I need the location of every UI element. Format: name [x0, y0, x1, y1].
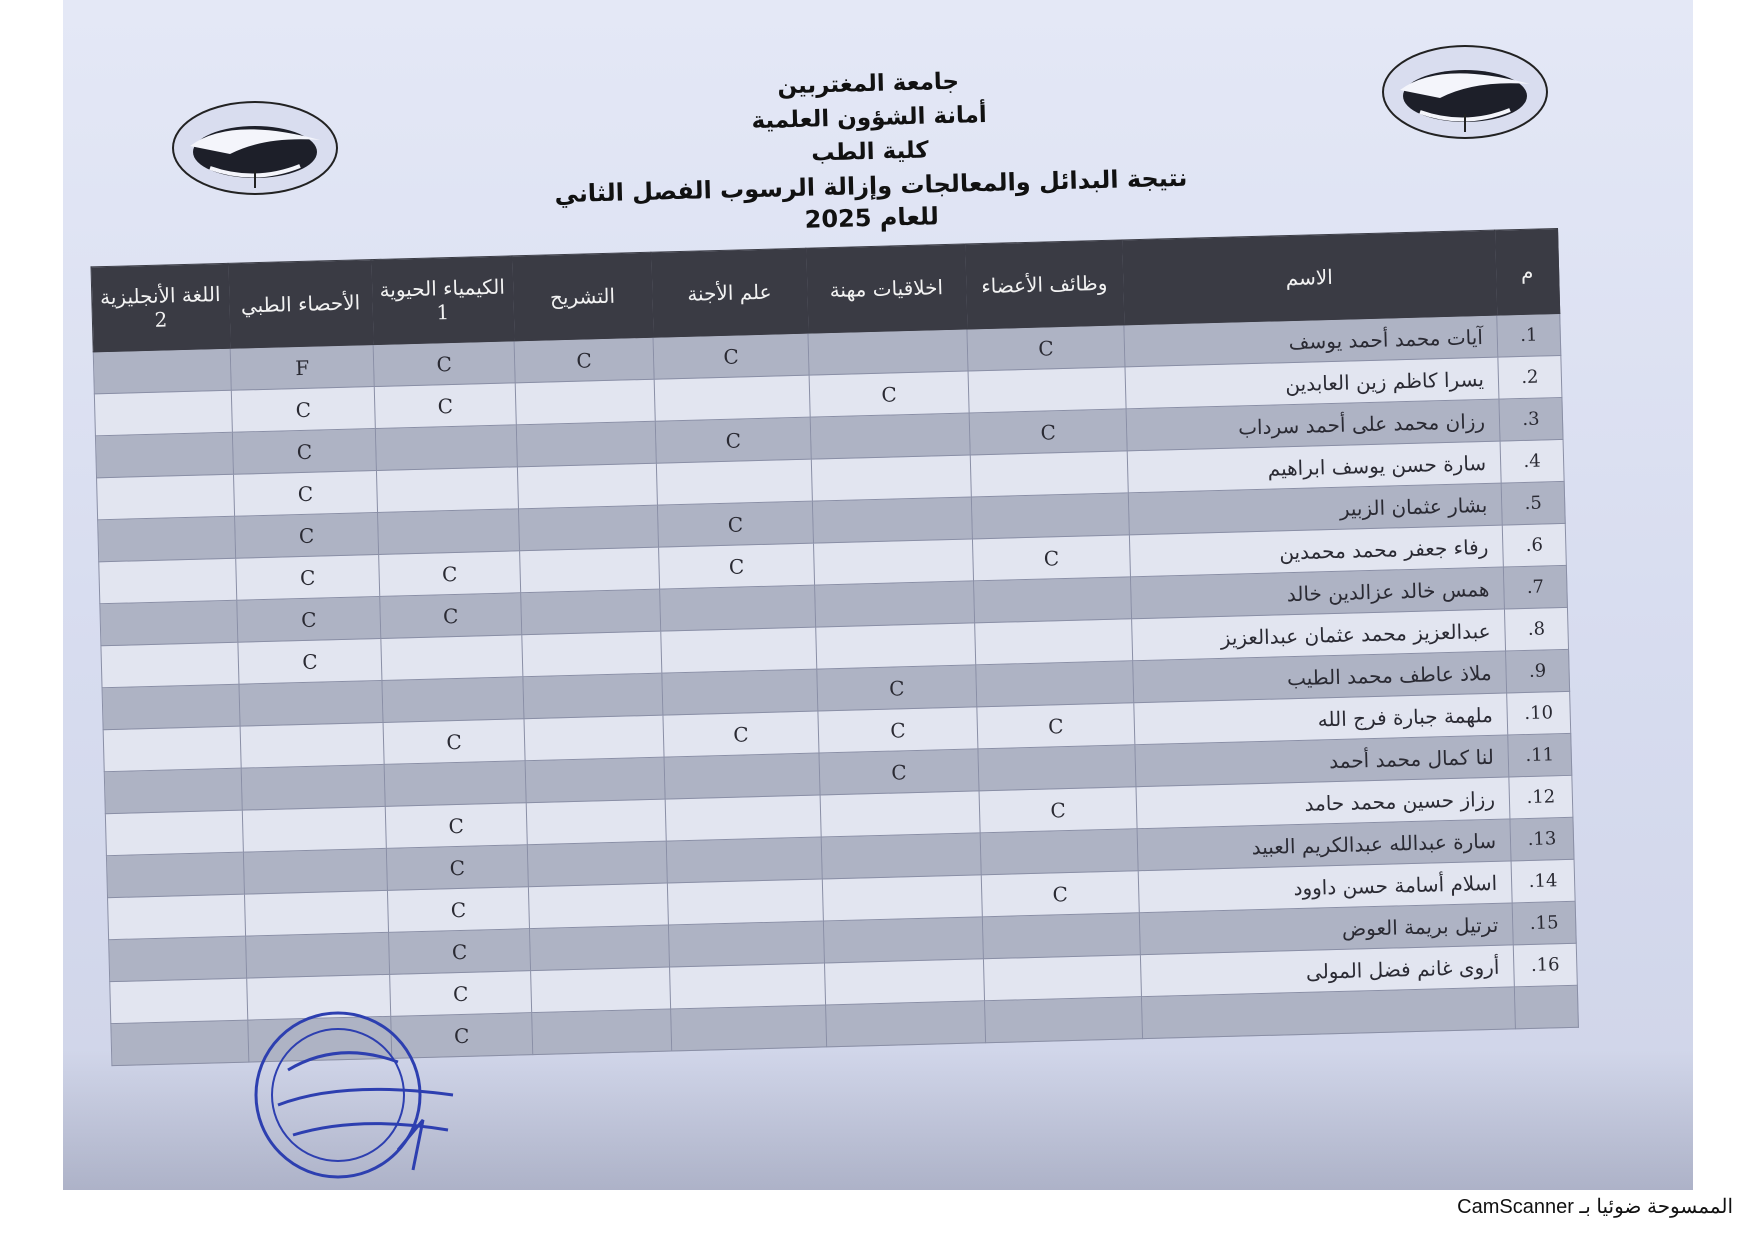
grade-biochemistry: C	[389, 929, 531, 975]
grade-physiology: C	[979, 787, 1137, 833]
row-number: 4.	[1500, 439, 1564, 483]
grade-english	[99, 558, 237, 604]
grade-embryology	[665, 795, 821, 841]
row-number: 8.	[1504, 607, 1568, 651]
grade-biochemistry	[378, 509, 520, 555]
results-table-wrapper	[91, 228, 1579, 1066]
grade-anatomy	[521, 589, 661, 635]
row-number: 6.	[1502, 523, 1566, 567]
grade-embryology	[668, 921, 824, 967]
grade-biochemistry: C	[373, 341, 515, 387]
grade-physiology	[983, 955, 1141, 1001]
grade-english	[97, 474, 235, 520]
grade-physiology: C	[977, 703, 1135, 749]
grade-statistics: F	[230, 345, 374, 391]
col-header-ethics: اخلاقيات مهنة	[806, 244, 967, 333]
grade-english	[105, 810, 243, 856]
row-number: 14.	[1511, 859, 1575, 903]
grade-physiology	[971, 493, 1129, 539]
grade-statistics	[241, 764, 385, 810]
row-number: 2.	[1498, 355, 1562, 399]
grade-ethics	[812, 497, 972, 543]
grade-biochemistry	[376, 467, 518, 513]
grade-statistics: C	[236, 554, 380, 600]
grade-biochemistry	[381, 635, 523, 681]
grade-statistics	[240, 722, 384, 768]
grade-statistics	[242, 806, 386, 852]
student-name: عبدالعزيز محمد عثمان عبدالعزيز	[1132, 609, 1506, 661]
grade-embryology: C	[653, 333, 809, 379]
grade-english	[94, 390, 232, 436]
grade-english	[111, 1020, 249, 1066]
grade-english	[100, 600, 238, 646]
row-number: 5.	[1501, 481, 1565, 525]
col-header-biochemistry: الكيمياء الحيوية 1	[371, 256, 514, 345]
grade-english	[109, 936, 247, 982]
grade-statistics	[246, 932, 390, 978]
grade-embryology	[667, 879, 823, 925]
grade-ethics	[822, 875, 982, 921]
grade-ethics	[808, 329, 968, 375]
grade-physiology	[975, 619, 1133, 665]
grade-ethics	[826, 1001, 986, 1047]
table-body	[93, 313, 1578, 1065]
grade-biochemistry	[384, 761, 526, 807]
grade-english	[104, 768, 242, 814]
col-header-embryology: علم الأجنة	[651, 248, 808, 337]
grade-english	[102, 684, 240, 730]
grade-anatomy	[529, 925, 669, 971]
grade-anatomy	[516, 421, 656, 467]
student-name: لنا كمال محمد أحمد	[1135, 735, 1509, 787]
grade-biochemistry: C	[383, 719, 525, 765]
row-number: 3.	[1499, 397, 1563, 441]
grade-english	[110, 978, 248, 1024]
grade-statistics	[239, 680, 383, 726]
grade-ethics	[820, 791, 980, 837]
grade-ethics: C	[809, 371, 969, 417]
grade-english	[108, 894, 246, 940]
student-name: ترتيل بريمة العوض	[1139, 903, 1513, 955]
grade-physiology	[976, 661, 1134, 707]
grade-anatomy	[518, 505, 658, 551]
office-name: أمانة الشؤون العلمية	[751, 101, 988, 135]
grade-physiology: C	[972, 535, 1130, 581]
grade-anatomy	[527, 841, 667, 887]
col-header-english: اللغة الأنجليزية 2	[91, 263, 230, 352]
grade-biochemistry: C	[385, 803, 527, 849]
grade-ethics	[816, 623, 976, 669]
scanner-footer: الممسوحة ضوئيا بـ CamScanner	[1457, 1196, 1733, 1218]
row-number: 15.	[1512, 901, 1576, 945]
grade-physiology: C	[981, 871, 1139, 917]
student-name: ملاذ عاطف محمد الطيب	[1133, 651, 1507, 703]
grade-anatomy	[531, 967, 671, 1013]
grade-embryology	[656, 459, 812, 505]
student-name: رفاء جعفر محمد محمدين	[1129, 525, 1503, 577]
grade-anatomy	[525, 757, 665, 803]
grade-statistics: C	[238, 638, 382, 684]
grade-anatomy	[532, 1009, 672, 1055]
grade-statistics	[243, 848, 387, 894]
grade-anatomy: C	[514, 337, 654, 383]
grade-statistics: C	[237, 596, 381, 642]
grade-embryology: C	[655, 417, 811, 463]
grade-statistics: C	[233, 471, 377, 517]
official-stamp	[248, 1000, 488, 1190]
grade-embryology	[671, 1005, 827, 1051]
grade-english	[93, 348, 231, 394]
grade-embryology	[654, 375, 810, 421]
col-header-physiology: وظائف الأعضاء	[965, 240, 1124, 329]
grade-ethics	[824, 959, 984, 1005]
grade-anatomy	[520, 547, 660, 593]
row-number: 10.	[1507, 691, 1571, 735]
student-name: رزان محمد على أحمد سرداب	[1126, 399, 1500, 451]
row-number: 1.	[1497, 313, 1561, 357]
student-name: يسرا كاظم زين العابدين	[1125, 357, 1499, 409]
results-table	[91, 228, 1579, 1066]
grade-biochemistry	[375, 425, 517, 471]
grade-ethics	[811, 455, 971, 501]
grade-ethics	[813, 539, 973, 585]
grade-physiology: C	[969, 409, 1127, 455]
university-logo-left	[170, 96, 340, 206]
grade-physiology	[985, 997, 1143, 1043]
grade-embryology	[670, 963, 826, 1009]
row-number: 16.	[1513, 943, 1577, 987]
grade-physiology	[970, 451, 1128, 497]
row-number: 7.	[1503, 565, 1567, 609]
grade-anatomy	[528, 883, 668, 929]
grade-anatomy	[515, 379, 655, 425]
university-name: جامعة المغتربين	[777, 68, 960, 100]
grade-ethics	[823, 917, 983, 963]
document-header	[518, 57, 1222, 245]
col-header-statistics: الأحصاء الطبي	[228, 260, 373, 349]
grade-embryology	[661, 627, 817, 673]
document-title: نتيجة البدائل والمعالجات وإزالة الرسوب الفصل الثاني للعام 2025	[554, 163, 1188, 234]
student-name: رزاز حسين محمد حامد	[1136, 777, 1510, 829]
grade-english	[95, 432, 233, 478]
grade-biochemistry: C	[391, 1013, 533, 1059]
grade-physiology	[980, 829, 1138, 875]
grade-english	[101, 642, 239, 688]
grade-biochemistry: C	[387, 887, 529, 933]
col-header-name: الاسم	[1122, 230, 1497, 325]
col-header-anatomy: التشريح	[512, 252, 653, 341]
grade-ethics	[810, 413, 970, 459]
student-name: ملهمة جبارة فرج الله	[1134, 693, 1508, 745]
row-number: 12.	[1509, 775, 1573, 819]
grade-physiology	[982, 913, 1140, 959]
grade-ethics: C	[817, 665, 977, 711]
grade-physiology	[968, 367, 1126, 413]
grade-anatomy	[522, 631, 662, 677]
grade-ethics: C	[818, 707, 978, 753]
grade-statistics	[244, 890, 388, 936]
grade-biochemistry: C	[374, 383, 516, 429]
grade-english	[106, 852, 244, 898]
grade-ethics	[821, 833, 981, 879]
grade-ethics	[815, 581, 975, 627]
grade-biochemistry: C	[390, 971, 532, 1017]
grade-anatomy	[523, 673, 663, 719]
grade-physiology: C	[967, 325, 1125, 371]
student-name: اسلام أسامة حسن داوود	[1138, 861, 1512, 913]
grade-english	[103, 726, 241, 772]
col-header-num: م	[1495, 229, 1560, 316]
grade-embryology	[664, 753, 820, 799]
grade-statistics: C	[231, 387, 375, 433]
student-name: همس خالد عزالدين خالد	[1130, 567, 1504, 619]
grade-embryology	[660, 585, 816, 631]
row-number: 11.	[1508, 733, 1572, 777]
row-number	[1514, 985, 1578, 1029]
grade-embryology: C	[657, 501, 813, 547]
row-number: 9.	[1506, 649, 1570, 693]
grade-physiology	[974, 577, 1132, 623]
student-name: آيات محمد أحمد يوسف	[1124, 315, 1498, 367]
grade-embryology: C	[659, 543, 815, 589]
grade-biochemistry: C	[380, 593, 522, 639]
student-name: سارة حسن يوسف ابراهيم	[1127, 441, 1501, 493]
grade-statistics: C	[232, 429, 376, 475]
grade-biochemistry: C	[379, 551, 521, 597]
grade-embryology: C	[663, 711, 819, 757]
grade-anatomy	[517, 463, 657, 509]
grade-physiology	[978, 745, 1136, 791]
grade-biochemistry	[382, 677, 524, 723]
university-logo-right	[1380, 40, 1550, 150]
grade-biochemistry: C	[386, 845, 528, 891]
student-name: بشار عثمان الزبير	[1128, 483, 1502, 535]
grade-anatomy	[524, 715, 664, 761]
student-name: أروى غانم فضل المولى	[1140, 945, 1514, 997]
grade-embryology	[662, 669, 818, 715]
grade-statistics: C	[235, 512, 379, 558]
grade-ethics: C	[819, 749, 979, 795]
grade-embryology	[666, 837, 822, 883]
grade-english	[98, 516, 236, 562]
faculty-name: كلية الطب	[811, 137, 930, 167]
grade-anatomy	[526, 799, 666, 845]
row-number: 13.	[1510, 817, 1574, 861]
student-name: سارة عبدالله عبدالكريم العبيد	[1137, 819, 1511, 871]
